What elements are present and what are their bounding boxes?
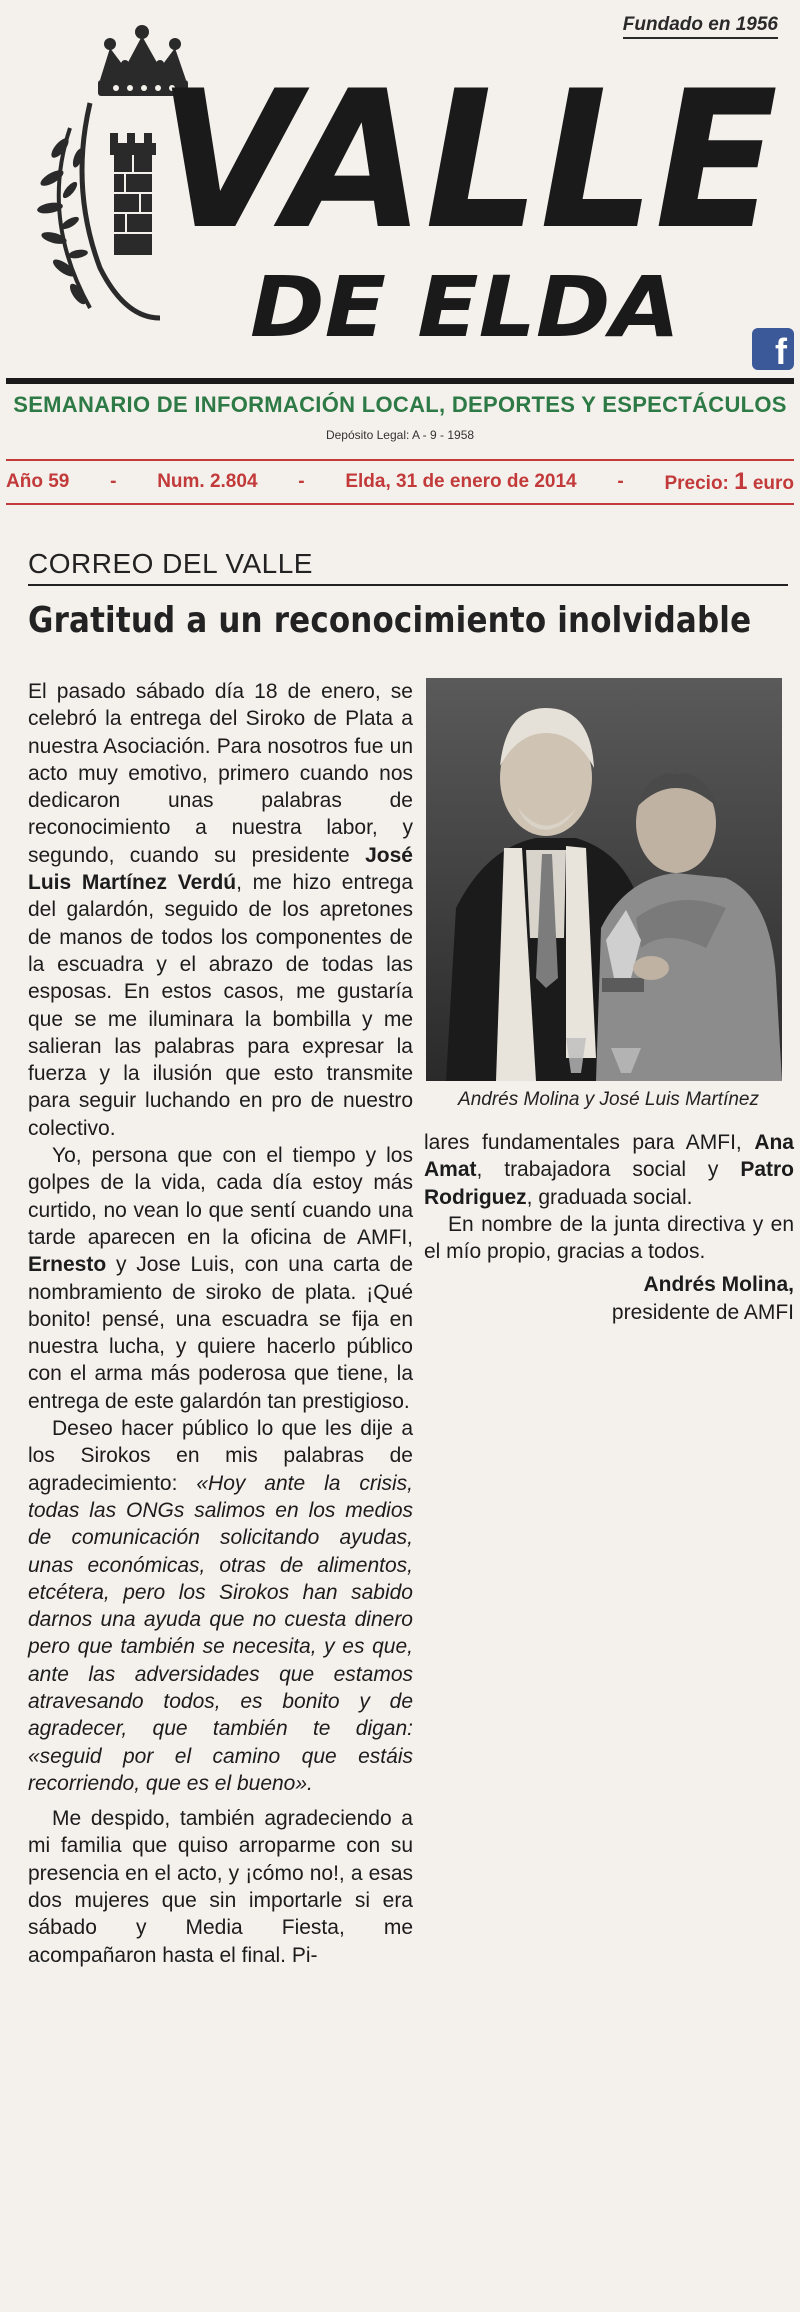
paragraph: Deseo hacer público lo que les dije a los Sirokos en mis palabras de agradecimiento: «Hoy ante la crisis, todas las ONGs salimos en los medios de comunicación solicitando ayudas, unas económicas, otras de alimentos, etcétera, pero los Sirokos han sabido darnos una ayuda que no cuesta dinero pero que también se necesita, y es que, ante las adversidades que estamos atravesando todos, es bonito y de agradecer, que también te digan: «seguid por el camino que estáis recorriendo, que es el bueno». — [28, 1417, 413, 1795]
signature-role: presidente de AMFI — [611, 1300, 794, 1324]
paragraph: El pasado sábado día 18 de enero, se celebró la entrega del Siroko de Plata a nuestra Asociación. Para nosotros fue un acto muy emotivo, primero cuando nos dedicaron unas palabras de reconocimiento a nuestra labor, y segundo, cuando su presidente José Luis Martínez Verdú, me hizo entrega del galardón, seguido de los apretones de manos de todos los componentes de la escuadra y el abrazo de todas las esposas. En estos casos, me gustaría que se me iluminara la bombilla y me salieran las palabras para expresar la fuerza y la ilusión que esto transmite para seguir luchando en pro de nuestro colectivo. — [28, 680, 413, 1140]
section-rule — [28, 584, 788, 586]
article-photo — [426, 678, 782, 1081]
issue-rule-bottom — [6, 503, 794, 505]
person-name: José Luis Martínez Verdú — [28, 843, 413, 895]
person-name: Patro Rodriguez — [424, 1158, 794, 1209]
price-value: 1 — [734, 468, 748, 495]
issue-date: Elda, 31 de enero de 2014 — [345, 471, 577, 492]
issue-year: Año 59 — [6, 471, 70, 492]
issue-number: Num. 2.804 — [157, 471, 258, 492]
issue-bar — [6, 462, 794, 502]
paragraph: lares fundamentales para AMFI, Ana Amat, trabajadora social y Patro Rodriguez, graduada social. — [424, 1131, 794, 1209]
paragraph: Me despido, también agradeciendo a mi familia que quiso arroparme con su presencia en el acto, y ¡cómo no!, a esas dos mujeres que sin importarle si era sábado y Media Fiesta, me acompañaron hasta el final. Pi- — [28, 1807, 413, 1967]
signature — [424, 1271, 794, 1326]
tagline: SEMANARIO DE INFORMACIÓN LOCAL, DEPORTES Y ESPECTÁCULOS — [13, 392, 787, 417]
issue-price — [664, 468, 794, 496]
issue-rule-top — [6, 459, 794, 461]
deposito-legal: Depósito Legal: A - 9 - 1958 — [325, 428, 475, 442]
section-name: CORREO DEL VALLE — [28, 548, 313, 579]
price-unit: euro — [752, 473, 794, 494]
masthead-rule — [6, 378, 794, 384]
paragraph: Yo, persona que con el tiempo y los golpes de la vida, cada día estoy más curtido, no vean lo que sentí cuando una tarde aparecen en la oficina de AMFI, Ernesto y Jose Luis, con una carta de nombramiento de siroko de plata. ¡Qué bonito! pensé, una escuadra se fija en nuestra lucha, y quiere hacerlo público con el arma más poderosa que tiene, la entrega de este galardón tan prestigioso. — [28, 1144, 413, 1413]
price-label: Precio: — [664, 473, 729, 494]
issue-separator: - — [617, 471, 624, 492]
issue-separator: - — [110, 471, 117, 492]
masthead — [0, 0, 800, 385]
signature-name: Andrés Molina, — [643, 1273, 794, 1297]
person-name: Ana Amat — [424, 1131, 794, 1182]
article-column-left — [28, 678, 413, 1969]
title-main: VALLE — [158, 50, 778, 271]
founded-label: Fundado en 1956 — [623, 14, 778, 39]
masthead-title — [150, 40, 790, 360]
issue-separator: - — [298, 471, 305, 492]
paragraph: En nombre de la junta directiva y en el mío propio, gracias a todos. — [424, 1212, 794, 1264]
title-sub: DE ELDA — [250, 258, 680, 356]
person-name: Ernesto — [28, 1253, 107, 1277]
article-headline: Gratitud a un reconocimiento inolvidable — [28, 600, 752, 641]
article-column-right — [424, 1129, 794, 1326]
quote: «Hoy ante la crisis, todas las ONGs salimos en los medios de comunicación solicitando ayudas, unas económicas, otras de alimentos, etcétera, pero los Sirokos han sabido darnos una ayuda que no cuesta dinero pero que también se necesita, y es que, ante las adversidades que estamos atravesando todos, es bonito y de agradecer, que también te digan: «seguid por el camino que estáis recorriendo, que es el bueno». — [28, 1471, 413, 1795]
photo-caption: Andrés Molina y José Luis Martínez — [458, 1089, 759, 1110]
photo-illustration — [426, 678, 782, 1081]
facebook-icon[interactable]: f — [752, 328, 794, 370]
